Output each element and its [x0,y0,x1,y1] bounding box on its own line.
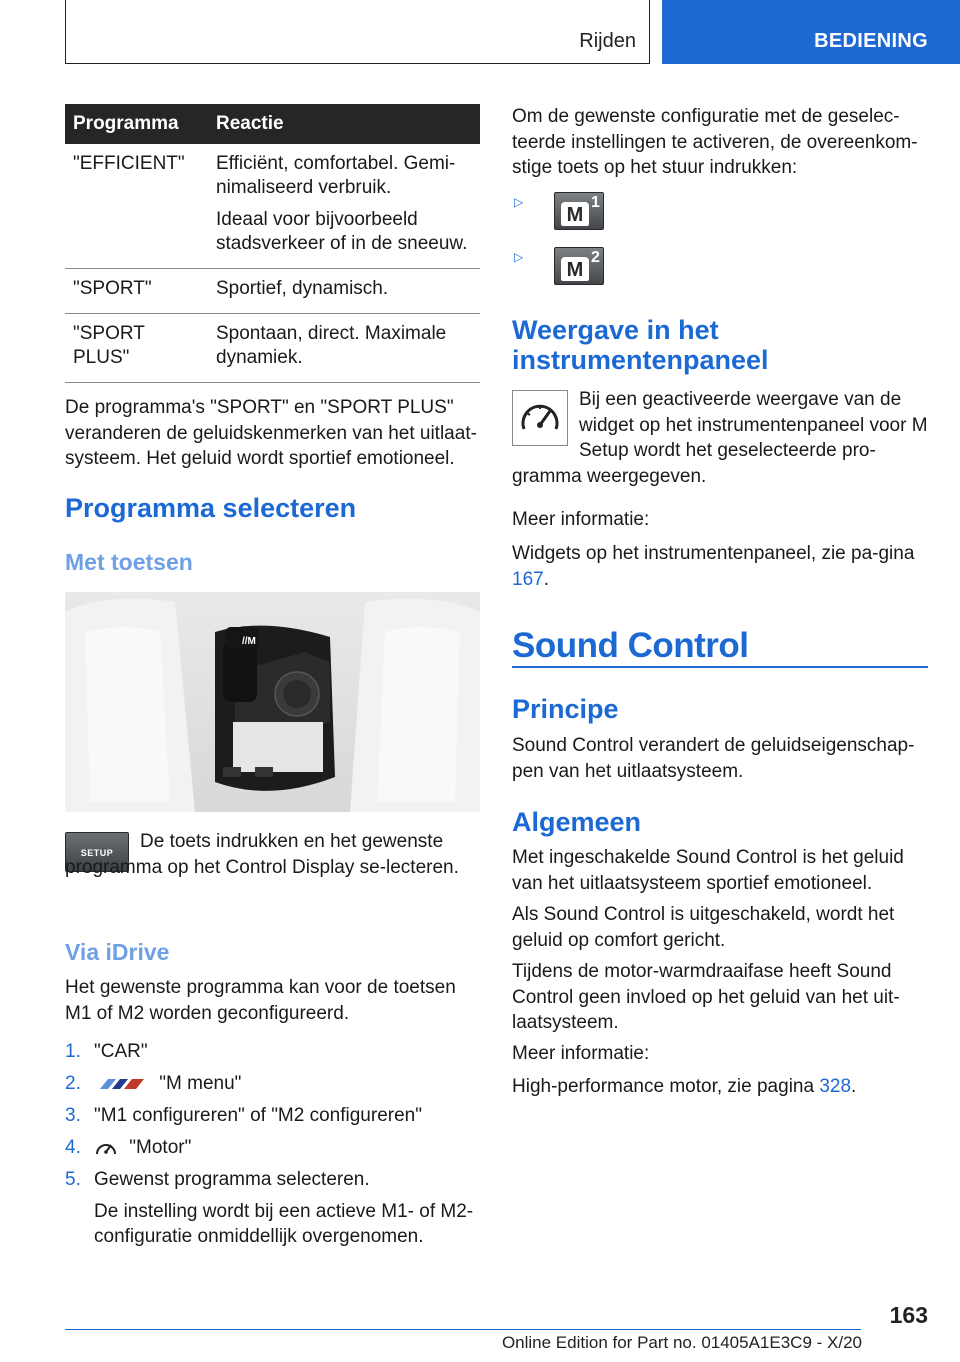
bullet-triangle-icon: ▷ [514,250,524,264]
table-row [65,144,480,269]
heading-with-buttons: Met toetsen [65,549,193,575]
column-header-reaction: Reactie [208,104,480,144]
m1-button-icon [554,192,604,230]
heading-select-program: Programma selecteren [65,493,357,523]
program-cell: "EFFICIENT" [65,144,208,269]
principle-paragraph: Sound Control verandert de geluidseigenschap-pen van het uitlaatsysteem. [512,735,915,782]
step-text: "M1 configureren" of "M2 configureren" [94,1105,422,1126]
m-stripes-icon [94,1077,150,1091]
chapter-title: BEDIENING [814,30,928,52]
m2-letter: M [561,257,589,281]
step-text: "Motor" [129,1137,192,1158]
step-number: 4. [65,1137,81,1158]
speedometer-icon [94,1138,118,1158]
setup-paragraph: De toets indrukken en het gewenste programma op het Control Display se-lecteren. [65,831,459,878]
step-number: 2. [65,1073,81,1094]
column-header-program: Programma [65,104,208,144]
step-number: 1. [65,1041,81,1062]
heading-principle: Principe [512,694,619,724]
svg-text://M: //M [242,636,256,647]
general-paragraph-3: Tijdens de motor-warmdraaifase heeft Sound Control geen invloed op het geluid van het uit-laatsysteem. [512,961,900,1033]
m1-digit: 1 [591,194,600,211]
more-info-label-2: Meer informatie: [512,1043,650,1064]
step-number: 5. [65,1169,81,1190]
steps-list [65,1039,480,1256]
m2-button-icon [554,247,604,285]
display-text: Bij een geactiveerde weergave van de widget op het instrumentenpaneel voor M Setup wordt het geselecteerde pro-gramma weergegeven. [512,389,928,487]
program-cell: "SPORT" [65,269,208,314]
heading-display: Weergave in het instrumentenpaneel [512,315,769,375]
list-item [65,1135,480,1161]
step-text: Gewenst programma selecteren. [94,1169,370,1190]
activate-paragraph: Om de gewenste configuratie met de geselec-teerde instellingen te activeren, de overeenkom-stige toets op het stuur indrukken: [512,106,918,178]
display-paragraph [512,387,928,489]
table-row [65,314,480,383]
reaction-cell [208,144,480,269]
heading-via-idrive: Via iDrive [65,939,170,965]
table-row [65,269,480,314]
intro-paragraph: De programma's "SPORT" en "SPORT PLUS" veranderen de geluidskenmerken van het uitlaat-systeem. Het geluid wordt sportief emotioneel. [65,397,477,469]
program-table [65,104,480,383]
reaction-text: Sportief, dynamisch. [216,278,389,299]
list-item [65,1103,480,1129]
heading-sound-control: Sound Control [512,626,749,665]
section-title: Rijden [579,30,636,52]
general-paragraph-1: Met ingeschakelde Sound Control is het geluid van het uitlaatsysteem sportief emotioneel. [512,847,904,894]
reaction-text: Spontaan, direct. Maximale dynamiek. [216,323,447,368]
engine-reference: High-performance motor, zie pagina 328. [512,1076,857,1097]
step-number: 3. [65,1105,81,1126]
bullet-triangle-icon: ▷ [514,195,524,209]
reaction-cell [208,269,480,314]
program-cell: "SPORT PLUS" [65,314,208,383]
widgets-reference: Widgets op het instrumentenpaneel, zie pa-gina 167. [512,543,915,590]
m2-digit: 2 [591,249,600,266]
chapter-tab[interactable] [662,0,960,64]
list-item [65,1039,480,1065]
widgets-text: Widgets op het instrumentenpaneel, zie pa-gina [512,543,915,564]
setup-button-icon: SETUP [65,832,129,872]
float-spacer [512,387,579,463]
more-info-label: Meer informatie: [512,509,650,530]
general-paragraph-2: Als Sound Control is uitgeschakeld, wordt het geluid op comfort gericht. [512,904,895,951]
idrive-paragraph: Het gewenste programma kan voor de toetsen M1 of M2 worden geconfigureerd. [65,977,456,1024]
list-item [65,1071,480,1097]
page-number: 163 [889,1302,928,1328]
step-text: "CAR" [94,1041,148,1062]
list-item [65,1167,480,1250]
page-link-167[interactable]: 167 [512,568,544,590]
reaction-text: Efficiënt, comfortabel. Gemi-nimaliseerd verbruik. [216,153,456,198]
reaction-text: Ideaal voor bijvoorbeeld stadsverkeer of in de sneeuw. [216,209,468,254]
engine-text: High-performance motor, zie pagina [512,1076,815,1097]
heading-rule [512,666,928,668]
step-subtext: De instelling wordt bij een actieve M1- of M2-configuratie onmiddellijk overgenomen. [94,1200,474,1247]
table-header-row [65,104,480,144]
console-illustration [65,592,480,812]
footer-edition: Online Edition for Part no. 01405A1E3C9 - X/20 [501,1333,862,1352]
m1-letter: M [561,202,589,226]
page-link-328[interactable]: 328 [819,1076,852,1097]
step-text: "M menu" [159,1073,242,1094]
center-console-image [65,592,480,812]
heading-general: Algemeen [512,807,642,837]
footer-rule [65,1329,861,1330]
reaction-cell [208,314,480,383]
